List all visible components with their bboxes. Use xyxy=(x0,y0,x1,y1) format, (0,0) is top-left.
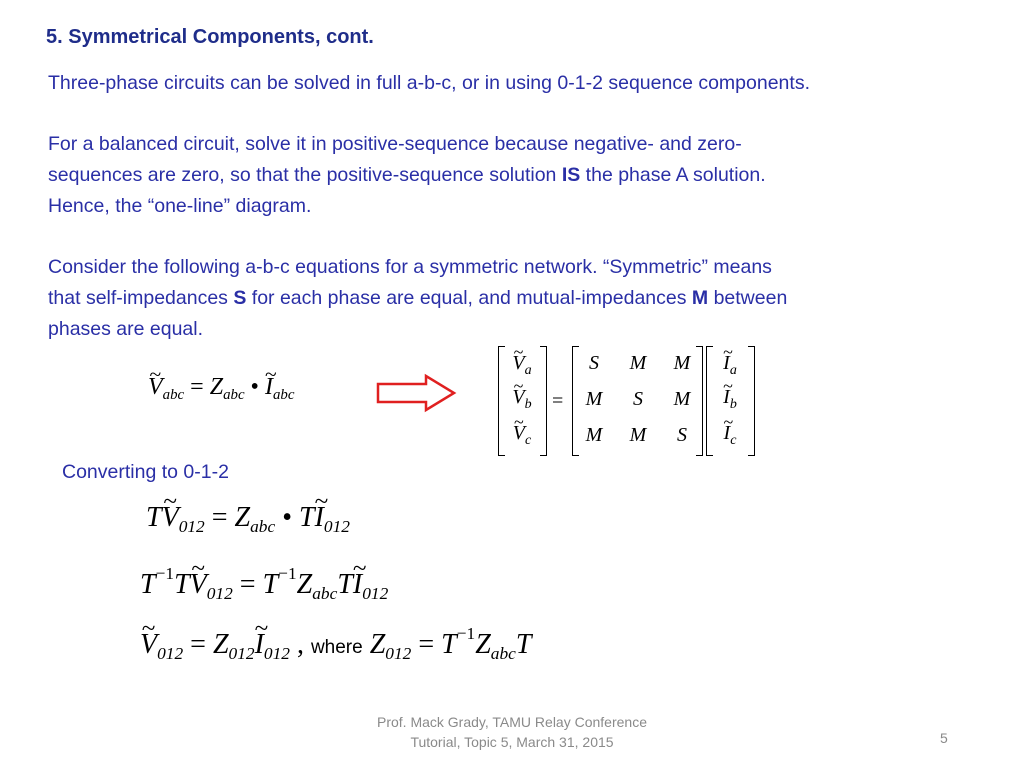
equation-3: ~ $V_{012}$ = $Z_{012}\sim$ $I_{012}$ , where $Z_{012} = T^{-1}Z_{abc}T$ xyxy=(140,624,531,664)
v-a: ~ $V_a$ xyxy=(502,352,542,379)
i-c: ~ $I_c$ xyxy=(710,422,750,449)
intro-text: Three-phase circuits can be solved in full a-b-c, or in using 0-1-2 sequence components. xyxy=(48,72,810,94)
v-c: ~ $V_c$ xyxy=(502,422,542,449)
equation-1: T~ $V_{012} = Z_{abc}$ • T~ $I_{012}$ xyxy=(146,502,350,537)
v-b: ~ $V_b$ xyxy=(502,386,542,413)
abc-equation: ~ $V_{abc} = Z_{abc}$ • ~ $I_{abc}$ xyxy=(148,374,294,404)
i-a: ~ $I_a$ xyxy=(710,352,750,379)
symmetric-network-text: Consider the following a-b-c equations for a symmetric network. “Symmetric” means that self-impedances S for each phase are equal, and mutual-impedances M between phases are equal. xyxy=(48,256,788,340)
converting-label: Converting to 0-1-2 xyxy=(62,461,229,483)
right-arrow-icon xyxy=(374,372,458,414)
page-number: 5 xyxy=(940,730,948,746)
footer-credit: Prof. Mack Grady, TAMU Relay Conference Tutorial, Topic 5, March 31, 2015 xyxy=(377,714,647,750)
i-b: ~ $I_b$ xyxy=(710,386,750,413)
slide-title: 5. Symmetrical Components, cont. xyxy=(46,26,374,48)
balanced-circuit-text: For a balanced circuit, solve it in positive-sequence because negative- and zero- sequences are zero, so that the positive-sequence solution IS the phase A solution. Hence, the “one-line” diagram. xyxy=(48,133,766,217)
matrix-equation: ~ $V_a$ ~ $V_b$ ~ $V_c$ = S M M M S M M M S ~ $I_a$ ~ $I_b$ ~ $I_c$ xyxy=(498,346,760,456)
equation-2: $T^{-1}T\sim$ $V_{012}$ = $T^{-1}Z_{abc}T\sim$ $I_{012}$ xyxy=(140,564,388,604)
